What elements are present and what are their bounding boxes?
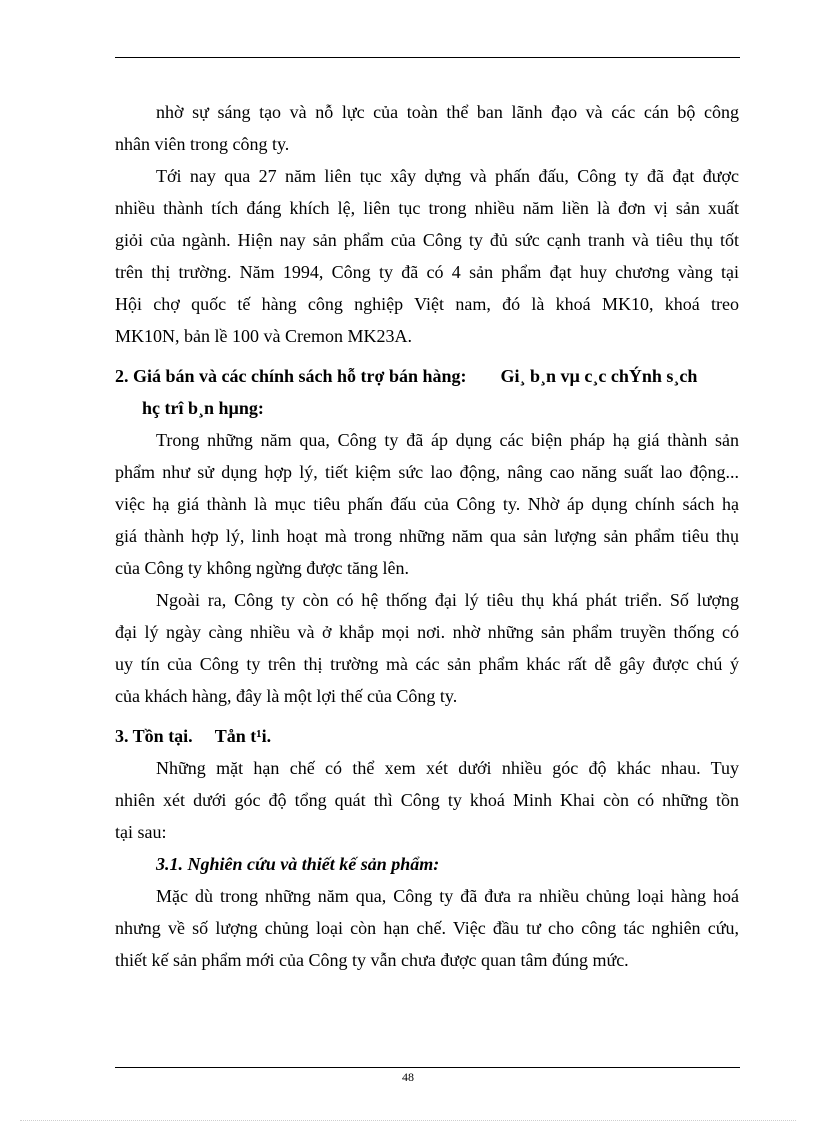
text-line: uy tín của Công ty trên thị trường mà các sản phẩm khác rất dễ gây được chú ý [115,654,739,674]
text-line: nhưng về số lượng chủng loại còn hạn chế. Việc đầu tư cho công tác nghiên cứu, [115,918,739,938]
text-line: của Công ty không ngừng được tăng lên. [115,558,409,578]
text-line: thiết kế sản phẩm mới của Công ty vẫn chưa được quan tâm đúng mức. [115,950,629,970]
text-line: nhiên xét dưới góc độ tổng quát thì Công ty khoá Minh Khai còn có những tồn [115,790,739,810]
header-rule [115,57,740,58]
heading-garbled-text: Tån t¹i. [214,726,272,746]
paragraph-limitations [115,752,739,848]
paragraph-pricing [115,424,739,584]
page-body [115,96,739,976]
text-line: Hội chợ quốc tế hàng công nghiệp Việt nam, đó là khoá MK10, khoá treo [115,294,739,314]
text-line: giá thành hợp lý, linh hoạt mà trong những năm qua sản lượng sản phẩm tiêu thụ [115,526,739,546]
heading-text: 2. Giá bán và các chính sách hỗ trợ bán hàng: [115,366,467,386]
paragraph-achievements [115,160,739,352]
text-line: việc hạ giá thành là mục tiêu phấn đấu của Công ty. Nhờ áp dụng chính sách hạ [115,494,739,514]
text-line: tại sau: [115,822,167,842]
text-line: nhiều thành tích đáng khích lệ, liên tục trong nhiều năm liền là đơn vị sản xuất [115,198,739,218]
text-line: giỏi của ngành. Hiện nay sản phẩm của Công ty đủ sức cạnh tranh và tiêu thụ tốt [115,230,739,250]
text-line: Tới nay qua 27 năm liên tục xây dựng và phấn đấu, Công ty đã đạt được [156,166,739,186]
text-line: nhờ sự sáng tạo và nỗ lực của toàn thể ban lãnh đạo và các cán bộ công [156,102,739,122]
subsection-3-1-heading: 3.1. Nghiên cứu và thiết kế sản phẩm: [156,854,440,874]
heading-garbled-text: Gi¸ b¸n vµ c¸c chÝnh s¸ch [500,366,698,386]
paragraph-research [115,880,739,976]
heading-line [115,360,739,392]
page-number: 48 [402,1070,414,1084]
footer-rule [115,1067,740,1068]
section-2-heading [115,360,739,424]
text-line: phẩm như sử dụng hợp lý, tiết kiệm sức lao động, nâng cao năng suất lao động... [115,462,739,482]
heading-text: 3. Tồn tại. [115,726,193,746]
text-line: Ngoài ra, Công ty còn có hệ thống đại lý tiêu thụ khá phát triển. Số lượng [156,590,739,610]
paragraph-agents [115,584,739,712]
text-line: trên thị trường. Năm 1994, Công ty đã có 4 sản phẩm đạt huy chương vàng tại [115,262,739,282]
text-line: đại lý ngày càng nhiều và ở khắp mọi nơi. nhờ những sản phẩm truyền thống có [115,622,739,642]
text-line: Mặc dù trong những năm qua, Công ty đã đưa ra nhiều chủng loại hàng hoá [156,886,739,906]
heading-garbled-text: hç trî b¸n hµng: [142,398,264,418]
text-line: nhân viên trong công ty. [115,134,290,154]
text-line: của khách hàng, đây là một lợi thế của Công ty. [115,686,458,706]
paragraph-intro [115,96,739,160]
page-edge-divider [20,1120,796,1121]
text-line: MK10N, bản lề 100 và Cremon MK23A. [115,326,412,346]
section-3-heading [115,720,739,752]
text-line: Những mặt hạn chế có thể xem xét dưới nhiều góc độ khác nhau. Tuy [156,758,739,778]
text-line: Trong những năm qua, Công ty đã áp dụng các biện pháp hạ giá thành sản [156,430,739,450]
